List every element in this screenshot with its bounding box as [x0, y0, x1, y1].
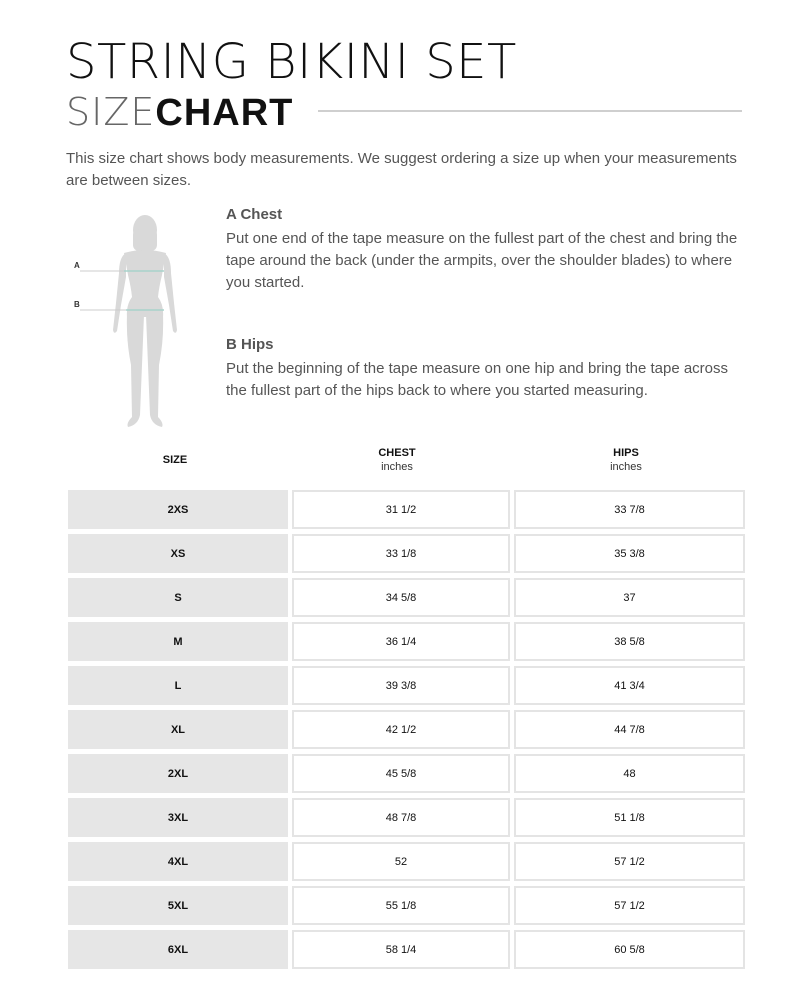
page-title: STRING BIKINI SET [66, 34, 517, 90]
chest-guide-text: Put one end of the tape measure on the fullest part of the chest and bring the tape around the back (under the armpits, over the shoulder blades) to where you started. [226, 230, 738, 291]
column-header-unit: inches [610, 461, 642, 473]
size-cell: 4XL [68, 842, 288, 881]
hips-cell: 57 1/2 [514, 842, 745, 881]
hips-cell: 35 3/8 [514, 534, 745, 573]
table-row [68, 842, 745, 881]
size-cell: 3XL [68, 798, 288, 837]
size-cell: L [68, 666, 288, 705]
column-header-label: CHEST [378, 447, 416, 459]
chest-cell: 58 1/4 [292, 930, 510, 969]
hips-guide-title: B Hips [226, 336, 274, 353]
column-header-size [66, 453, 284, 467]
chest-cell: 48 7/8 [292, 798, 510, 837]
table-row [68, 666, 745, 705]
size-cell: 2XL [68, 754, 288, 793]
chest-cell: 52 [292, 842, 510, 881]
column-header-label: SIZE [162, 454, 188, 466]
column-header-unit: inches [381, 461, 413, 473]
table-row [68, 710, 745, 749]
size-cell: S [68, 578, 288, 617]
size-cell: XS [68, 534, 288, 573]
hips-cell: 44 7/8 [514, 710, 745, 749]
intro-text: This size chart shows body measurements. We suggest ordering a size up when your measurements are between sizes. [66, 150, 737, 189]
chest-cell: 31 1/2 [292, 490, 510, 529]
size-table [64, 485, 749, 974]
table-row [68, 490, 745, 529]
page-subtitle [66, 90, 293, 135]
header-divider [318, 110, 742, 112]
size-cell: 5XL [68, 886, 288, 925]
chest-cell: 39 3/8 [292, 666, 510, 705]
table-row [68, 930, 745, 969]
hips-cell: 51 1/8 [514, 798, 745, 837]
subtitle-size: SIZE [66, 90, 156, 134]
measurement-figure [66, 205, 186, 435]
chest-cell: 55 1/8 [292, 886, 510, 925]
hips-cell: 48 [514, 754, 745, 793]
hips-cell: 38 5/8 [514, 622, 745, 661]
hips-cell: 33 7/8 [514, 490, 745, 529]
size-cell: XL [68, 710, 288, 749]
hips-cell: 37 [514, 578, 745, 617]
chest-cell: 42 1/2 [292, 710, 510, 749]
column-header-chest [289, 446, 505, 474]
table-row [68, 578, 745, 617]
chest-guide-title: A Chest [226, 206, 283, 223]
hips-guide [226, 335, 746, 402]
label-a: A [74, 261, 80, 270]
hips-cell: 60 5/8 [514, 930, 745, 969]
chest-guide [226, 205, 746, 294]
size-cell: M [68, 622, 288, 661]
column-header-hips [511, 446, 741, 474]
table-row [68, 622, 745, 661]
female-body-silhouette-icon [66, 205, 186, 435]
table-row [68, 798, 745, 837]
hips-cell: 57 1/2 [514, 886, 745, 925]
hips-guide-text: Put the beginning of the tape measure on one hip and bring the tape across the fullest part of the hips back to where you started measuring. [226, 360, 729, 399]
chest-cell: 33 1/8 [292, 534, 510, 573]
label-b: B [74, 300, 80, 309]
chest-cell: 36 1/4 [292, 622, 510, 661]
chest-cell: 34 5/8 [292, 578, 510, 617]
subtitle-chart: CHART [155, 92, 294, 134]
column-header-label: HIPS [613, 447, 639, 459]
hips-cell: 41 3/4 [514, 666, 745, 705]
table-row [68, 534, 745, 573]
chest-cell: 45 5/8 [292, 754, 510, 793]
table-row [68, 754, 745, 793]
table-row [68, 886, 745, 925]
size-cell: 2XS [68, 490, 288, 529]
size-cell: 6XL [68, 930, 288, 969]
